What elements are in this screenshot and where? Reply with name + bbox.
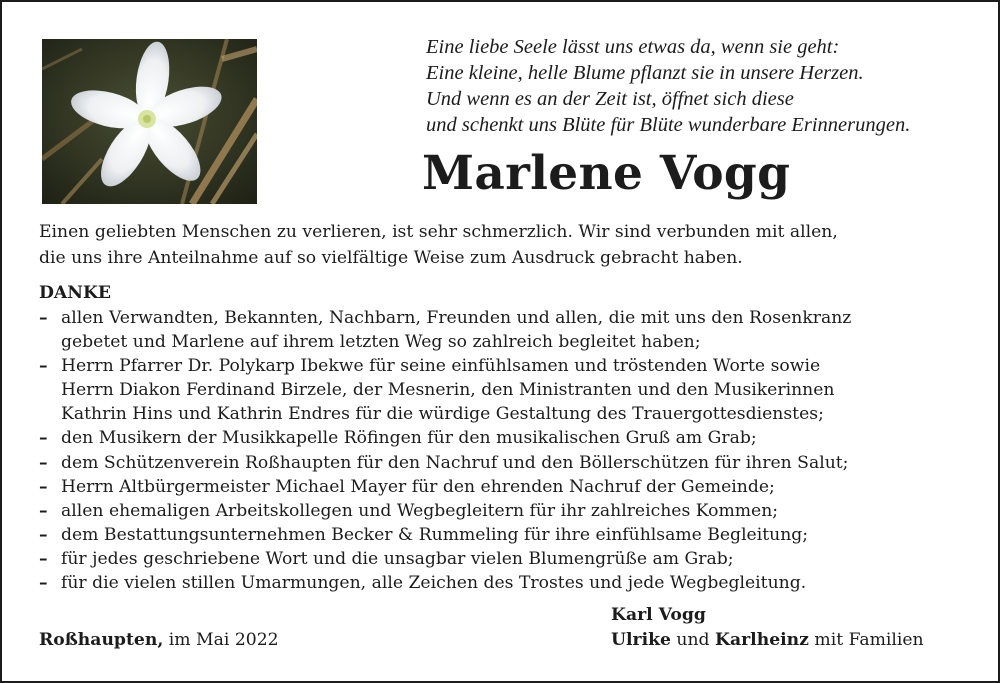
list-item xyxy=(39,499,979,523)
signature-joiner: und xyxy=(676,630,710,650)
danke-heading: DANKE xyxy=(39,283,111,303)
intro-text xyxy=(39,220,969,271)
list-line: allen Verwandten, Bekannten, Nachbarn, Freunden und allen, die mit uns den Rosenkranz xyxy=(61,308,852,328)
intro-line: die uns ihre Anteilnahme auf so vielfältige Weise zum Ausdruck gebracht haben. xyxy=(39,247,743,268)
list-line: für die vielen stillen Umarmungen, alle Zeichen des Trostes und jede Wegbegleitung. xyxy=(61,573,807,594)
list-item xyxy=(39,426,979,450)
list-item xyxy=(39,451,979,475)
dash-bullet: – xyxy=(39,476,48,497)
dash-bullet: – xyxy=(39,573,48,594)
dash-bullet: – xyxy=(39,428,48,449)
dash-bullet: – xyxy=(39,524,48,545)
dash-bullet: – xyxy=(39,356,48,377)
list-item xyxy=(39,571,979,595)
signature-suffix: mit Familien xyxy=(814,630,924,650)
intro-line: Einen geliebten Menschen zu verlieren, ist sehr schmerzlich. Wir sind verbunden mit allen, xyxy=(39,222,838,242)
list-line: dem Bestattungsunternehmen Becker & Rummeling für ihre einfühlsame Begleitung; xyxy=(61,524,809,545)
signature-name: Karl Vogg xyxy=(611,605,706,625)
poem-line: Eine liebe Seele lässt uns etwas da, wenn sie geht: xyxy=(426,36,840,58)
thanks-list xyxy=(39,306,979,595)
list-line: für jedes geschriebene Wort und die unsagbar vielen Blumengrüße am Grab; xyxy=(61,548,734,569)
signature-name: Karlheinz xyxy=(715,630,809,650)
dash-bullet: – xyxy=(39,548,48,569)
list-line: Herrn Diakon Ferdinand Birzele, der Mesnerin, den Ministranten und den Musikerinnen xyxy=(61,380,835,401)
dash-bullet: – xyxy=(39,500,48,521)
list-line: Herrn Pfarrer Dr. Polykarp Ibekwe für seine einfühlsamen und tröstenden Worte sowie xyxy=(61,356,821,377)
date-text: im Mai 2022 xyxy=(168,630,279,650)
signature-name: Ulrike xyxy=(611,630,671,650)
list-line: den Musikern der Musikkapelle Röfingen für den musikalischen Gruß am Grab; xyxy=(61,428,757,449)
list-item xyxy=(39,523,979,547)
list-line: allen ehemaligen Arbeitskollegen und Wegbegleitern für ihr zahlreiches Kommen; xyxy=(61,500,779,521)
poem-line: Eine kleine, helle Blume pflanzt sie in unsere Herzen. xyxy=(426,62,864,84)
poem xyxy=(426,34,986,138)
list-item xyxy=(39,475,979,499)
list-item xyxy=(39,354,979,426)
list-line: dem Schützenverein Roßhaupten für den Nachruf und den Böllerschützen für ihren Salut; xyxy=(61,452,849,473)
white-flower-photo xyxy=(42,39,257,204)
list-line: Herrn Altbürgermeister Michael Mayer für den ehrenden Nachruf der Gemeinde; xyxy=(61,476,775,497)
dash-bullet: – xyxy=(39,452,48,473)
deceased-name: Marlene Vogg xyxy=(422,146,791,201)
town-name: Roßhaupten, xyxy=(39,630,164,650)
list-line: Kathrin Hins und Kathrin Endres für die würdige Gestaltung des Trauergottesdienstes; xyxy=(61,404,824,425)
flower-icon xyxy=(42,39,257,204)
list-item xyxy=(39,547,979,571)
list-item xyxy=(39,306,979,354)
signature-block xyxy=(611,603,924,653)
poem-line: Und wenn es an der Zeit ist, öffnet sich diese xyxy=(426,88,794,110)
dash-bullet: – xyxy=(39,308,48,328)
place-date xyxy=(39,627,279,653)
poem-line: und schenkt uns Blüte für Blüte wunderbare Erinnerungen. xyxy=(426,114,911,136)
list-line: gebetet und Marlene auf ihrem letzten Weg so zahlreich begleitet haben; xyxy=(61,332,701,353)
